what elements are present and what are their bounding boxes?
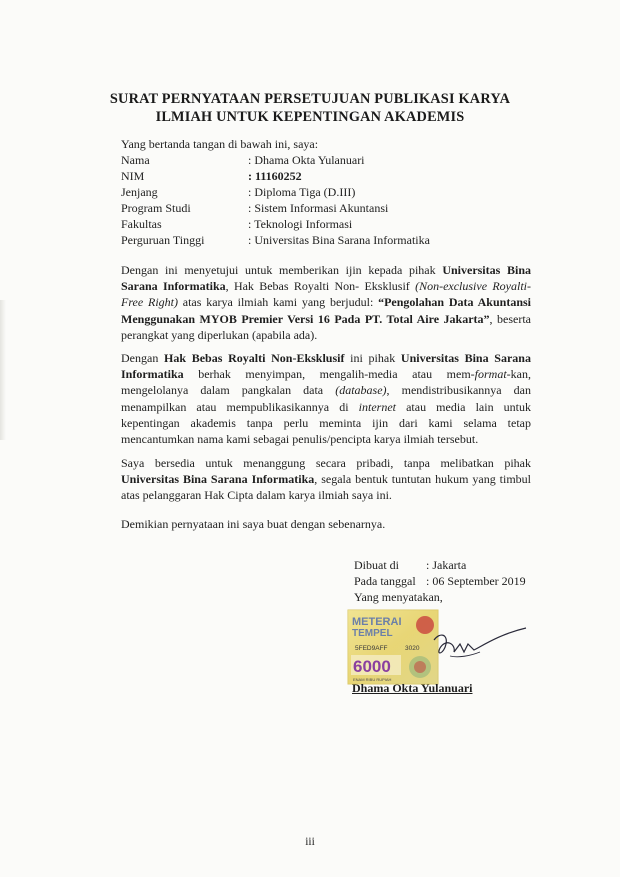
place-label: Dibuat di: [354, 558, 399, 572]
identity-row-university: [121, 232, 430, 248]
place-row: [354, 557, 526, 573]
stamp-mid-text: TEMPEL: [352, 628, 393, 639]
identity-row-faculty: [121, 216, 430, 232]
paragraph-consent: Dengan ini menyetujui untuk memberikan ijin kepada pihak Universitas Bina Sarana Informatika, Hak Bebas Royalti Non- Eksklusif (Non-exclusive Royalti-Free Right) atas karya ilmiah kami yang berjudul: “Pengolahan Data Akuntansi Menggunakan MYOB Premier Versi 16 Pada PT. Total Aire Jakarta”, beserta perangkat yang diperlukan (apabila ada).: [121, 263, 531, 342]
signer-name: Dhama Okta Yulanuari: [352, 681, 473, 695]
identity-row-nim: [121, 168, 430, 184]
identity-label: Program Studi: [121, 201, 191, 216]
meterai-stamp: [347, 609, 439, 685]
identity-label: Perguruan Tinggi: [121, 233, 205, 248]
paragraph-closing: Demikian pernyataan ini saya buat dengan sebenarnya.: [121, 517, 386, 531]
identity-value: : Dhama Okta Yulanuari: [248, 153, 365, 167]
stamp-top-text: METERAI: [352, 616, 402, 628]
stamp-year-text: 3020: [405, 645, 420, 652]
signature-block: [354, 557, 526, 606]
intro-text: Yang bertanda tangan di bawah ini, saya:: [121, 137, 319, 151]
identity-value: : 11160252: [248, 169, 302, 184]
stamp-caption-text: ENAM RIBU RUPIAH: [353, 677, 392, 682]
identity-label: Jenjang: [121, 185, 158, 200]
date-value: : 06 September 2019: [426, 574, 526, 589]
place-value: : Jakarta: [426, 558, 467, 572]
stamp-value-text: 6000: [353, 657, 391, 676]
identity-label: Nama: [121, 153, 150, 167]
paragraph-liability: Saya bersedia untuk menanggung secara pribadi, tanpa melibatkan pihak Universitas Bina Sarana Informatika, segala bentuk tuntutan hukum yang timbul atas pelanggaran Hak Cipta dalam karya ilmiah saya ini.: [121, 456, 531, 503]
identity-row-name: [121, 152, 430, 168]
identity-row-level: [121, 184, 430, 200]
identity-label: Fakultas: [121, 217, 162, 232]
title-line-1: SURAT PERNYATAAN PERSETUJUAN PUBLIKASI KARYA: [109, 91, 511, 107]
identity-table: [121, 152, 430, 249]
identity-label: NIM: [121, 169, 145, 184]
stamp-code-text: 5FED9AFF: [355, 645, 388, 652]
identity-value: : Diploma Tiga (D.III): [248, 185, 356, 200]
identity-value: : Universitas Bina Sarana Informatika: [248, 233, 430, 248]
date-row: [354, 573, 526, 589]
scan-edge-shadow: [0, 300, 6, 440]
paragraph-rights: Dengan Hak Bebas Royalti Non-Eksklusif ini pihak Universitas Bina Sarana Informatika berhak menyimpan, mengalih-media atau mem-format-kan, mengelolanya dalam pangkalan data (database), mendistribusikannya dan menampilkan atau mempublikasikannya di internet atau media lain untuk kepentingan akademis tanpa perlu meminta ijin dari kami selama tetap mencantumkan nama kami sebagai penulis/pencipta karya ilmiah tersebut.: [121, 351, 531, 447]
page-number: iii: [305, 836, 315, 848]
identity-value: : Teknologi Informasi: [248, 217, 353, 232]
title-line-2: ILMIAH UNTUK KEPENTINGAN AKADEMIS: [155, 109, 465, 125]
closing-text: Yang menyatakan,: [354, 590, 443, 605]
identity-value: : Sistem Informasi Akuntansi: [248, 201, 389, 216]
handwritten-signature: [430, 622, 530, 672]
date-label: Pada tanggal: [354, 574, 416, 589]
identity-row-program: [121, 200, 430, 216]
